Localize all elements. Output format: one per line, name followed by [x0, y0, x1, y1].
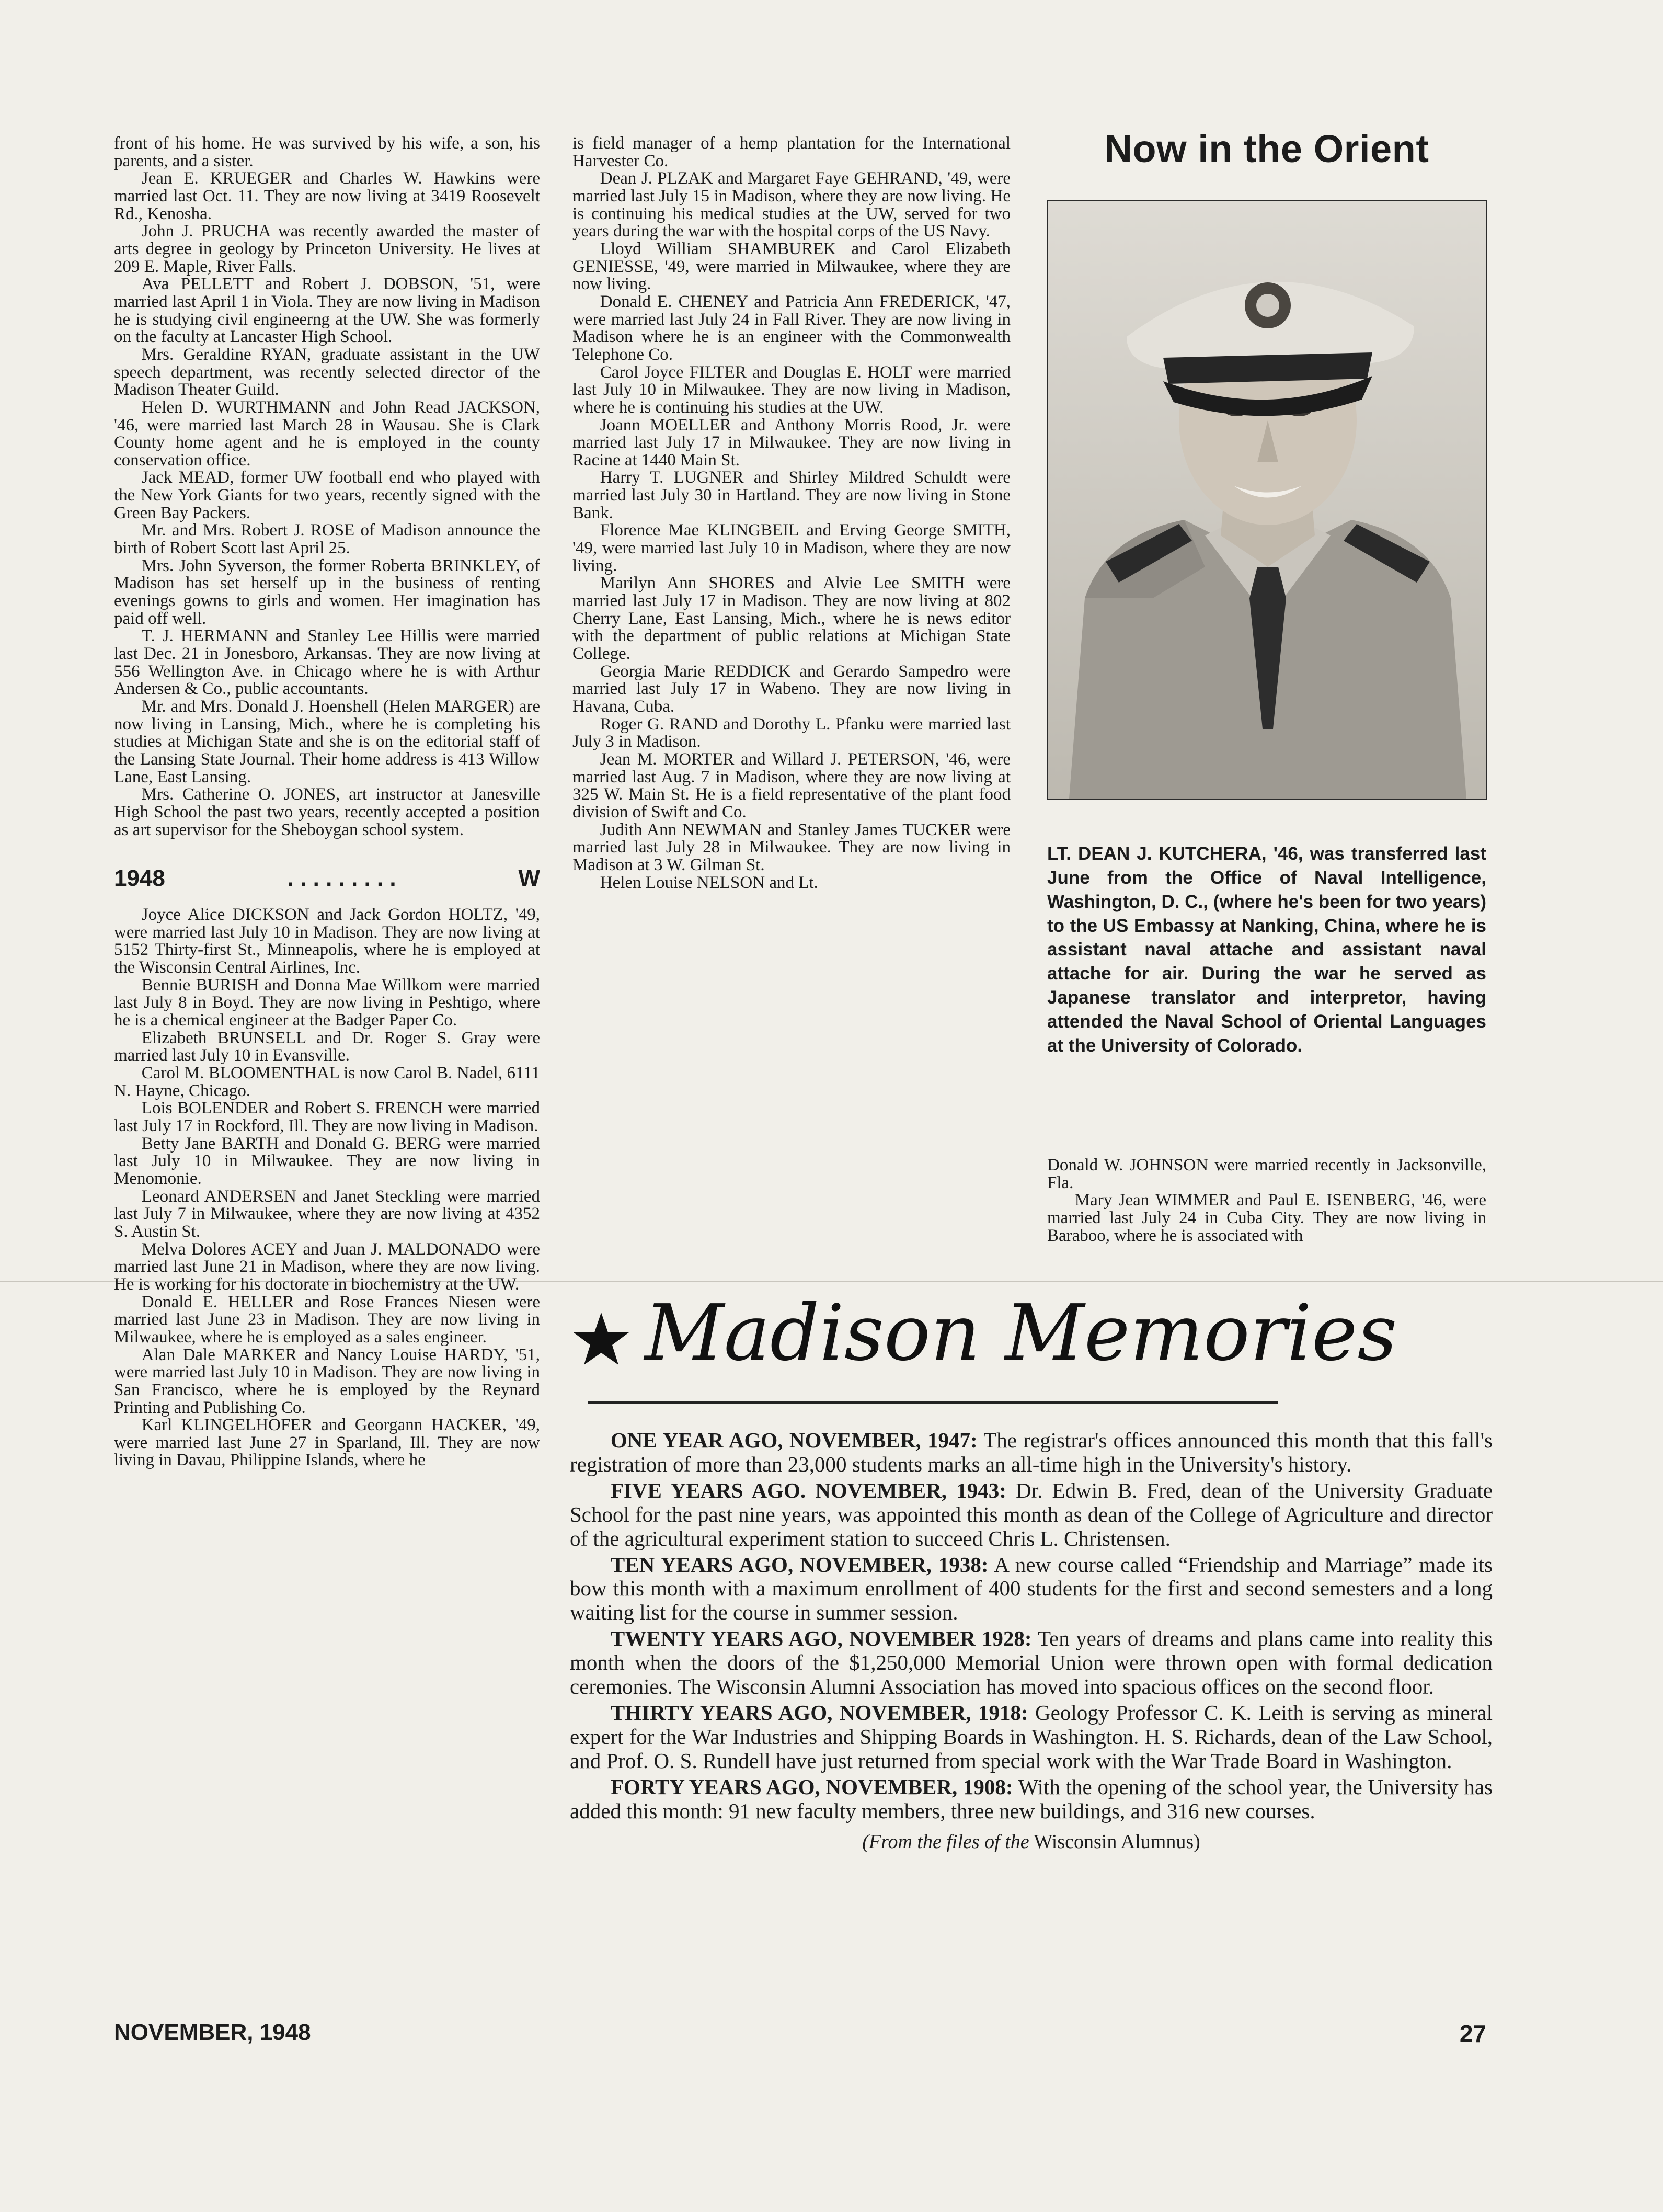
news-paragraph: Leonard ANDERSEN and Janet Steckling were married last July 7 in Milwaukee, where they are now living at 4352 S. Austin St.	[114, 1187, 540, 1241]
memories-credit-source: Wisconsin Alumnus)	[1029, 1830, 1200, 1853]
memory-entry-heading: THIRTY YEARS AGO, NOVEMBER, 1918:	[610, 1700, 1028, 1725]
news-paragraph: Mr. and Mrs. Donald J. Hoenshell (Helen MARGER) are now living in Lansing, Mich., where he is completing his studies at Michigan State and she is on the editorial staff of the Lansing State Journal. Their home address is 413 Willow Lane, East Lansing.	[114, 697, 540, 786]
column-left-text	[114, 135, 540, 839]
memory-entry-heading: ONE YEAR AGO, NOVEMBER, 1947:	[610, 1428, 978, 1452]
memory-entry-heading: TEN YEARS AGO, NOVEMBER, 1938:	[610, 1552, 989, 1577]
news-paragraph: Elizabeth BRUNSELL and Dr. Roger S. Gray were married last July 10 in Evansville.	[114, 1028, 540, 1065]
memory-entry	[570, 1627, 1493, 1699]
memory-entry	[570, 1701, 1493, 1773]
news-paragraph: John J. PRUCHA was recently awarded the master of arts degree in geology by Princeton University. He lives at 209 E. Maple, River Falls.	[114, 222, 540, 276]
memory-entry	[570, 1775, 1493, 1823]
news-paragraph: Melva Dolores ACEY and Juan J. MALDONADO were married last June 21 in Madison, where they are now living. He is working for his doctorate in biochemistry at the UW.	[114, 1239, 540, 1294]
news-paragraph: Donald E. HELLER and Rose Frances Niesen were married last June 23 in Madison. They are now living in Milwaukee, where he is employed as a sales engineer.	[114, 1292, 540, 1347]
news-paragraph: Mrs. John Syverson, the former Roberta BRINKLEY, of Madison has set herself up in the business of renting evenings gowns to girls and women. Her imagination has paid off well.	[114, 556, 540, 628]
officer-portrait-illustration	[1048, 201, 1486, 799]
news-paragraph: Georgia Marie REDDICK and Gerardo Sampedro were married last July 17 in Wabeno. They are now living in Havana, Cuba.	[572, 662, 1011, 716]
class-letter: W	[518, 865, 540, 892]
memories-credit	[570, 1831, 1493, 1853]
memory-entry-text: A new course called “Friendship and Marriage” made its bow this month with a maximum enrollment of 400 students for the first and second semesters and a long waiting list for the course in summer session.	[570, 1552, 1493, 1625]
news-paragraph: Marilyn Ann SHORES and Alvie Lee SMITH were married last July 17 in Madison. They are now living at 802 Cherry Lane, East Lansing, Mich., where he is news editor with the department of public relations at Michigan State College.	[572, 574, 1011, 664]
star-icon	[574, 1313, 629, 1365]
news-paragraph: Mr. and Mrs. Robert J. ROSE of Madison announce the birth of Robert Scott last April 25.	[114, 521, 540, 558]
madison-memories-heading	[578, 1276, 1397, 1381]
news-paragraph: Ava PELLETT and Robert J. DOBSON, '51, were married last April 1 in Viola. They are now living in Madison he is studying civil engineerng at the UW. She was formerly on the faculty at Lancaster High School.	[114, 275, 540, 347]
news-paragraph: Karl KLINGELHOFER and Georgann HACKER, '49, were married last June 27 in Sparland, Ill. They are now living in Davau, Philippine Islands, where he	[114, 1416, 540, 1470]
news-paragraph: Carol Joyce FILTER and Douglas E. HOLT were married last July 10 in Milwaukee. They are now living in Madison, where he is continuing his studies at the UW.	[572, 362, 1011, 417]
news-paragraph: Betty Jane BARTH and Donald G. BERG were married last July 10 in Milwaukee. They are now living in Menomonie.	[114, 1134, 540, 1188]
news-paragraph: Helen D. WURTHMANN and John Read JACKSON, '46, were married last March 28 in Wausau. She is Clark County home agent and he is employed in the county conservation office.	[114, 397, 540, 470]
column-middle-text	[572, 135, 1011, 892]
class-year: 1948	[114, 865, 165, 892]
memory-entry-heading: TWENTY YEARS AGO, NOVEMBER 1928:	[610, 1626, 1032, 1651]
photo-caption: LT. DEAN J. KUTCHERA, '46, was transferred last June from the Office of Naval Intelligence, Washington, D. C., (where he's been for two years) to the US Embassy at Nanking, China, where he is assistant naval attache and assistant naval attache for air. During the war he served as Japanese translator and interpretor, having attended the Naval School of Oriental Languages at the University of Colorado.	[1047, 843, 1486, 1056]
news-paragraph: Alan Dale MARKER and Nancy Louise HARDY, '51, were married last July 10 in Madison. They are now living in San Francisco, where he is employed by the Reynard Printing and Publishing Co.	[114, 1345, 540, 1417]
column-middle	[572, 135, 1011, 892]
memory-entry	[570, 1479, 1493, 1551]
memories-rule	[588, 1401, 1278, 1404]
news-paragraph: Jean M. MORTER and Willard J. PETERSON, '46, were married last Aug. 7 in Madison, where they are now living at 325 W. Main St. He is a field representative of the plant food division of Swift and Co.	[572, 749, 1011, 822]
news-paragraph: Mary Jean WIMMER and Paul E. ISENBERG, '46, were married last July 24 in Cuba City. They are now living in Baraboo, where he is associated with	[1047, 1191, 1486, 1245]
news-paragraph: Donald W. JOHNSON were married recently in Jacksonville, Fla.	[1047, 1156, 1486, 1192]
memory-entry-heading: FORTY YEARS AGO, NOVEMBER, 1908:	[610, 1774, 1013, 1799]
news-paragraph: Harry T. LUGNER and Shirley Mildred Schuldt were married last July 30 in Hartland. They are now living in Stone Bank.	[572, 468, 1011, 522]
memories-credit-italic: (From the files of the	[862, 1830, 1029, 1853]
memory-entry-text: Ten years of dreams and plans came into reality this month when the doors of the $1,250,000 Memorial Union were thrown open with formal dedication ceremonies. The Wisconsin Alumni Association has moved into spacious offices on the second floor.	[570, 1626, 1493, 1699]
news-paragraph: Mrs. Geraldine RYAN, graduate assistant in the UW speech department, was recently selected director of the Madison Theater Guild.	[114, 345, 540, 400]
footer-issue-date: NOVEMBER, 1948	[114, 2020, 311, 2045]
memory-entry-heading: FIVE YEARS AGO. NOVEMBER, 1943:	[610, 1478, 1006, 1502]
news-paragraph: Lois BOLENDER and Robert S. FRENCH were married last July 17 in Rockford, Ill. They are now living in Madison.	[114, 1099, 540, 1135]
memory-entry-text: Geology Professor C. K. Leith is serving as mineral expert for the War Industries and Shipping Boards in Washington. H. S. Richards, dean of the Law School, and Prof. O. S. Rundell have just returned from special work with the War Trade Board in Washington.	[570, 1700, 1493, 1773]
news-paragraph: Mrs. Catherine O. JONES, art instructor at Janesville High School the past two years, recently accepted a position as art supervisor for the Sheboygan school system.	[114, 785, 540, 839]
news-paragraph: Lloyd William SHAMBUREK and Carol Elizabeth GENIESSE, '49, were married in Milwaukee, where they are now living.	[572, 239, 1011, 294]
news-paragraph: Dean J. PLZAK and Margaret Faye GEHRAND, '49, were married last July 15 in Madison, where they are now living. He is continuing his medical studies at the UW, served for two years during the war with the hospital corps of the US Navy.	[572, 169, 1011, 241]
memories-items	[570, 1429, 1493, 1823]
madison-memories-title-art	[578, 1276, 1397, 1381]
news-paragraph: Jean E. KRUEGER and Charles W. Hawkins were married last Oct. 11. They are now living at 3419 Roosevelt Rd., Kenosha.	[114, 169, 540, 223]
memory-entry	[570, 1553, 1493, 1625]
news-paragraph: Bennie BURISH and Donna Mae Willkom were married last July 8 in Boyd. They are now living in Peshtigo, where he is a chemical engineer at the Badger Paper Co.	[114, 975, 540, 1030]
news-paragraph: is field manager of a hemp plantation for the International Harvester Co.	[572, 134, 1011, 170]
news-paragraph: T. J. HERMANN and Stanley Lee Hillis were married last Dec. 21 in Jonesboro, Arkansas. They are now living at 556 Wellington Ave. in Chicago where he is with Arthur Andersen & Co., public accountants.	[114, 626, 540, 699]
news-paragraph: Judith Ann NEWMAN and Stanley James TUCKER were married last July 28 in Milwaukee. They are now living in Madison at 3 W. Gilman St.	[572, 820, 1011, 874]
column-left-text-1948	[114, 906, 540, 1469]
news-paragraph: Florence Mae KLINGBEIL and Erving George SMITH, '49, were married last July 10 in Madison, where they are now living.	[572, 521, 1011, 575]
orient-heading: Now in the Orient	[1104, 127, 1429, 170]
portrait-photo	[1047, 200, 1487, 800]
news-paragraph: Donald E. CHENEY and Patricia Ann FREDERICK, '47, were married last July 24 in Fall River. They are now living in Madison where he is an engineer with the Commonwealth Telephone Co.	[572, 292, 1011, 364]
news-paragraph: Joann MOELLER and Anthony Morris Rood, Jr. were married last July 17 in Milwaukee. They are now living in Racine at 1440 Main St.	[572, 415, 1011, 470]
column-left	[114, 135, 540, 1469]
news-paragraph: Jack MEAD, former UW football end who played with the New York Giants for two years, recently signed with the Green Bay Packers.	[114, 468, 540, 522]
news-paragraph: Helen Louise NELSON and Lt.	[600, 873, 818, 892]
news-paragraph: front of his home. He was survived by his wife, a son, his parents, and a sister.	[114, 134, 540, 170]
memory-entry-text: With the opening of the school year, the University has added this month: 91 new faculty members, three new buildings, and 316 new courses.	[570, 1774, 1493, 1823]
madison-memories-body	[570, 1429, 1493, 1855]
memory-entry-text: The registrar's offices announced this month that this fall's registration of more than 23,000 students marks an all-time high in the University's history.	[570, 1428, 1493, 1476]
class-dots: . . . . . . . . .	[287, 865, 396, 892]
memory-entry	[570, 1429, 1493, 1477]
memory-entry-text: Dr. Edwin B. Fred, dean of the University Graduate School for the past nine years, was appointed this month as dean of the College of Agriculture and director of the agricultural experiment station to succeed Chris L. Christensen.	[570, 1478, 1493, 1550]
class-year-heading	[114, 867, 540, 891]
madison-memories-title: Madison Memories	[645, 1288, 1397, 1378]
news-paragraph: Carol M. BLOOMENTHAL is now Carol B. Nadel, 6111 N. Hayne, Chicago.	[114, 1064, 540, 1100]
column-right-paragraphs	[1047, 1157, 1486, 1245]
footer-page-number: 27	[1459, 2020, 1486, 2047]
column-right-text	[1047, 1157, 1486, 1245]
news-paragraph: Roger G. RAND and Dorothy L. Pfanku were married last July 3 in Madison.	[572, 714, 1011, 751]
news-paragraph: Joyce Alice DICKSON and Jack Gordon HOLTZ, '49, were married last July 10 in Madison. They are now living at 5152 Thirty-first St., Minneapolis, where he is employed at the Wisconsin Central Airlines, Inc.	[114, 905, 540, 977]
